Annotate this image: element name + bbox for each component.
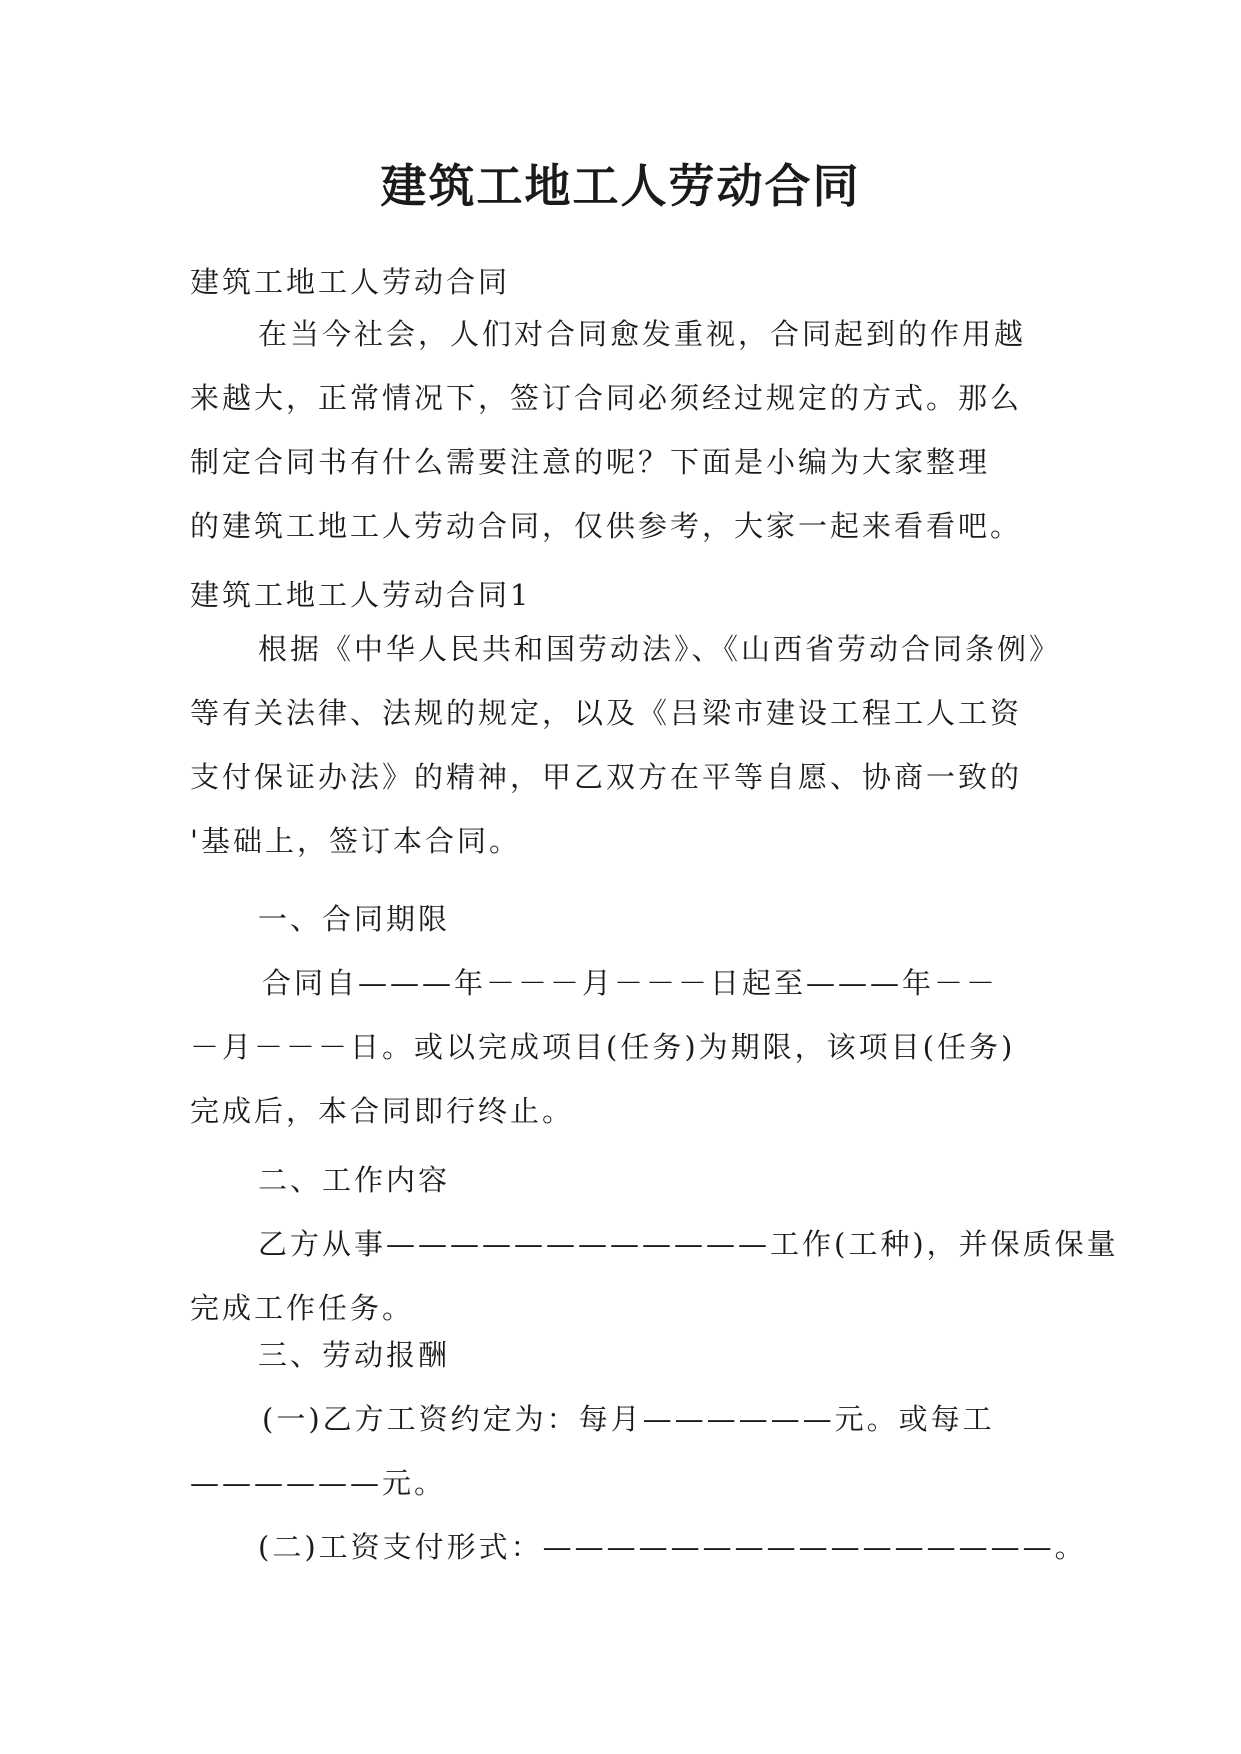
clause-line: (一)乙方工资约定为：每月——————元。或每工: [262, 1402, 995, 1436]
intro-line: 制定合同书有什么需要注意的呢？下面是小编为大家整理: [190, 445, 991, 479]
clause-1: [190, 887, 1050, 1143]
basis-paragraph: [190, 617, 1062, 873]
clause-line: ——————元。: [190, 1466, 447, 1500]
clause-heading: 二、工作内容: [258, 1163, 451, 1197]
basis-line: '基础上，签订本合同。: [190, 824, 521, 858]
clause-line: 完成后，本合同即行终止。: [190, 1094, 575, 1128]
section-heading-text: 建筑工地工人劳动合同1: [190, 578, 532, 612]
clause-3: [190, 1323, 1087, 1579]
clause-line: 完成工作任务。: [190, 1291, 415, 1325]
intro-line: 来越大，正常情况下，签订合同必须经过规定的方式。那么: [190, 381, 1023, 415]
clause-line: 合同自———年－－－月－－－日起至———年－－: [262, 966, 999, 1000]
basis-line: 根据《中华人民共和国劳动法》、《山西省劳动合同条例》: [258, 632, 1062, 666]
clause-2: [190, 1148, 1119, 1340]
intro-paragraph: [190, 302, 1050, 558]
clause-line: 乙方从事————————————工作(工种)，并保质保量: [258, 1227, 1119, 1261]
clause-heading: 三、劳动报酬: [258, 1338, 451, 1372]
basis-line: 等有关法律、法规的规定，以及《吕梁市建设工程工人工资: [190, 696, 1023, 730]
clause-line: －月－－－日。或以完成项目(任务)为期限，该项目(任务): [190, 1030, 1016, 1064]
basis-line: 支付保证办法》的精神，甲乙双方在平等自愿、协商一致的: [190, 760, 1023, 794]
clause-line: (二)工资支付形式：————————————————。: [258, 1530, 1087, 1564]
intro-line: 在当今社会，人们对合同愈发重视，合同起到的作用越: [258, 317, 1027, 351]
document-title: 建筑工地工人劳动合同: [380, 159, 861, 213]
intro-line: 的建筑工地工人劳动合同，仅供参考，大家一起来看看吧。: [190, 509, 1023, 543]
subtitle-text: 建筑工地工人劳动合同: [190, 265, 511, 299]
clause-heading: 一、合同期限: [258, 902, 451, 936]
